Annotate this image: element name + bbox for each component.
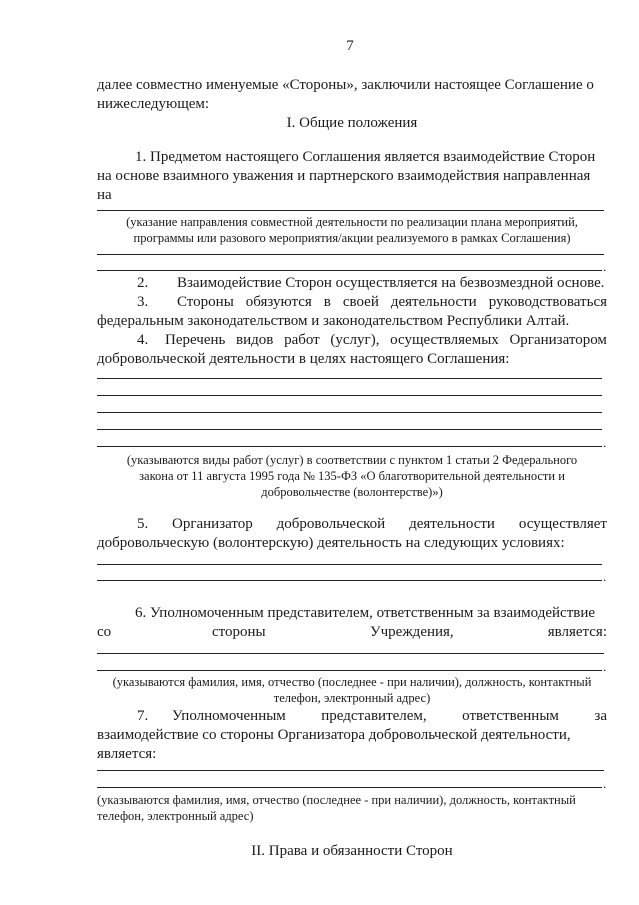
fill-line [97, 210, 604, 211]
fill-line [97, 270, 602, 271]
item-4-note-line-3: добровольчестве (волонтерстве)») [261, 485, 443, 499]
item-1-note-line-2: программы или разового мероприятия/акции реализуемого в рамках Соглашения) [133, 231, 571, 245]
item-6-note-line-1: (указываются фамилия, имя, отчество (последнее - при наличии), должность, контактный [112, 675, 592, 689]
intro-line-2: нижеследующем: [97, 96, 210, 112]
document-page: 7 далее совместно именуемые «Стороны», заключили настоящее Соглашение о нижеследующем: I. Общие положения 1. Предметом настоящего Соглашения является взаимодействие Сторон на основе взаимного уважения и партнерского взаимодействия направленная на (указание направления совместной деятельности по реализации плана мероприятий, программы или разового мероприятия/акции реализуемого в рамках Соглашения) . 2. Взаимодействие Сторон осуществляется на безвозмездной основе. 3. Стороны обязуются в своей деятельности руководствоваться федеральным законодательством и законодательством Республики Алтай. 4. Перечень видов работ (услуг), осуществляемых Организатором добровольческой деятельности в целях настоящего Соглашения: . (указываются виды работ (услуг) в соответствии с пунктом 1 статьи 2 Федерального закона от 11 августа 1995 года № 135-ФЗ «О благотворительной деятельности и добровольчестве (волонтерстве)») 5. Организатор добровольческой деятельности осуществляет добровольческую (волонтерскую) деятельность на следующих условиях: . 6. Уполномоченным представителем, ответственным за взаимодействие со стороны Учреждения, является: . (указываются фамилия, имя, отчество (последнее - при наличии), должность, контактный телефон, электронный адрес) 7. Уполномоченным представителем, ответственным за взаимодействие со стороны Организатора добровольческой деятельности, является: . (указываются фамилия, имя, отчество (последнее - при наличии), должность, контактный телефон, электронный адрес) II. Права и обязанности Сторон [97, 38, 607, 859]
item-6-line-1: 6. Уполномоченным представителем, ответственным за взаимодействие [135, 605, 596, 621]
item-5-number: 5. [137, 516, 149, 532]
fill-line [97, 580, 602, 581]
item-5-line-2: добровольческую (волонтерскую) деятельность на следующих условиях: [97, 535, 565, 551]
item-5-line-1: Организатор добровольческой деятельности осуществляет [172, 516, 607, 532]
section-2-heading: II. Права и обязанности Сторон [251, 843, 453, 859]
item-4-number: 4. [137, 332, 149, 348]
item-3-number: 3. [137, 294, 149, 310]
item-4-note-line-1: (указываются виды работ (услуг) в соответствии с пунктом 1 статьи 2 Федерального [126, 453, 578, 467]
section-1-heading: I. Общие положения [286, 115, 418, 131]
item-3-line-2: федеральным законодательством и законодательством Республики Алтай. [97, 313, 570, 329]
item-2-number: 2. [137, 275, 149, 291]
item-1-line-2: на основе взаимного уважения и партнерского взаимодействия направленная [97, 168, 591, 184]
item-6-note-line-2: телефон, электронный адрес) [273, 691, 431, 705]
line-end-dot: . [603, 776, 607, 791]
item-7-note-line-2: телефон, электронный адрес) [97, 809, 254, 823]
item-4-line-1: Перечень видов работ (услуг), осуществляемых Организатором [165, 332, 607, 348]
item-1-line-1: 1. Предметом настоящего Соглашения является взаимодействие Сторон [135, 149, 596, 165]
fill-line [97, 395, 602, 396]
line-end-dot: . [603, 435, 607, 450]
fill-line [97, 670, 602, 671]
item-4-line-2: добровольческой деятельности в целях настоящего Соглашения: [97, 351, 510, 367]
item-7-line-3: является: [97, 746, 157, 762]
page-number: 7 [346, 38, 354, 54]
fill-line [97, 787, 602, 788]
fill-line [97, 564, 602, 565]
item-4-note-line-2: закона от 11 августа 1995 года № 135-ФЗ «О благотворительной деятельности и [139, 469, 565, 483]
line-end-dot: . [603, 659, 607, 674]
fill-line [97, 412, 602, 413]
line-end-dot: . [603, 569, 607, 584]
item-2-text: Взаимодействие Сторон осуществляется на безвозмездной основе. [177, 275, 605, 291]
item-7-note-line-1: (указываются фамилия, имя, отчество (последнее - при наличии), должность, контактный [97, 793, 576, 807]
fill-line [97, 378, 602, 379]
fill-line [97, 653, 604, 654]
item-3-line-1: Стороны обязуются в своей деятельности руководствоваться [177, 294, 607, 310]
fill-line [97, 446, 602, 447]
item-1-line-3: на [97, 187, 112, 203]
fill-line [97, 429, 602, 430]
item-7-number: 7. [137, 708, 149, 724]
item-7-line-2: взаимодействие со стороны Организатора добровольческой деятельности, [97, 727, 571, 743]
line-end-dot: . [603, 259, 607, 274]
intro-line-1: далее совместно именуемые «Стороны», заключили настоящее Соглашение о [97, 77, 594, 93]
item-1-note-line-1: (указание направления совместной деятельности по реализации плана мероприятий, [126, 215, 578, 229]
item-7-line-1: Уполномоченным представителем, ответственным за [172, 708, 607, 724]
fill-line [97, 770, 604, 771]
fill-line [97, 254, 604, 255]
